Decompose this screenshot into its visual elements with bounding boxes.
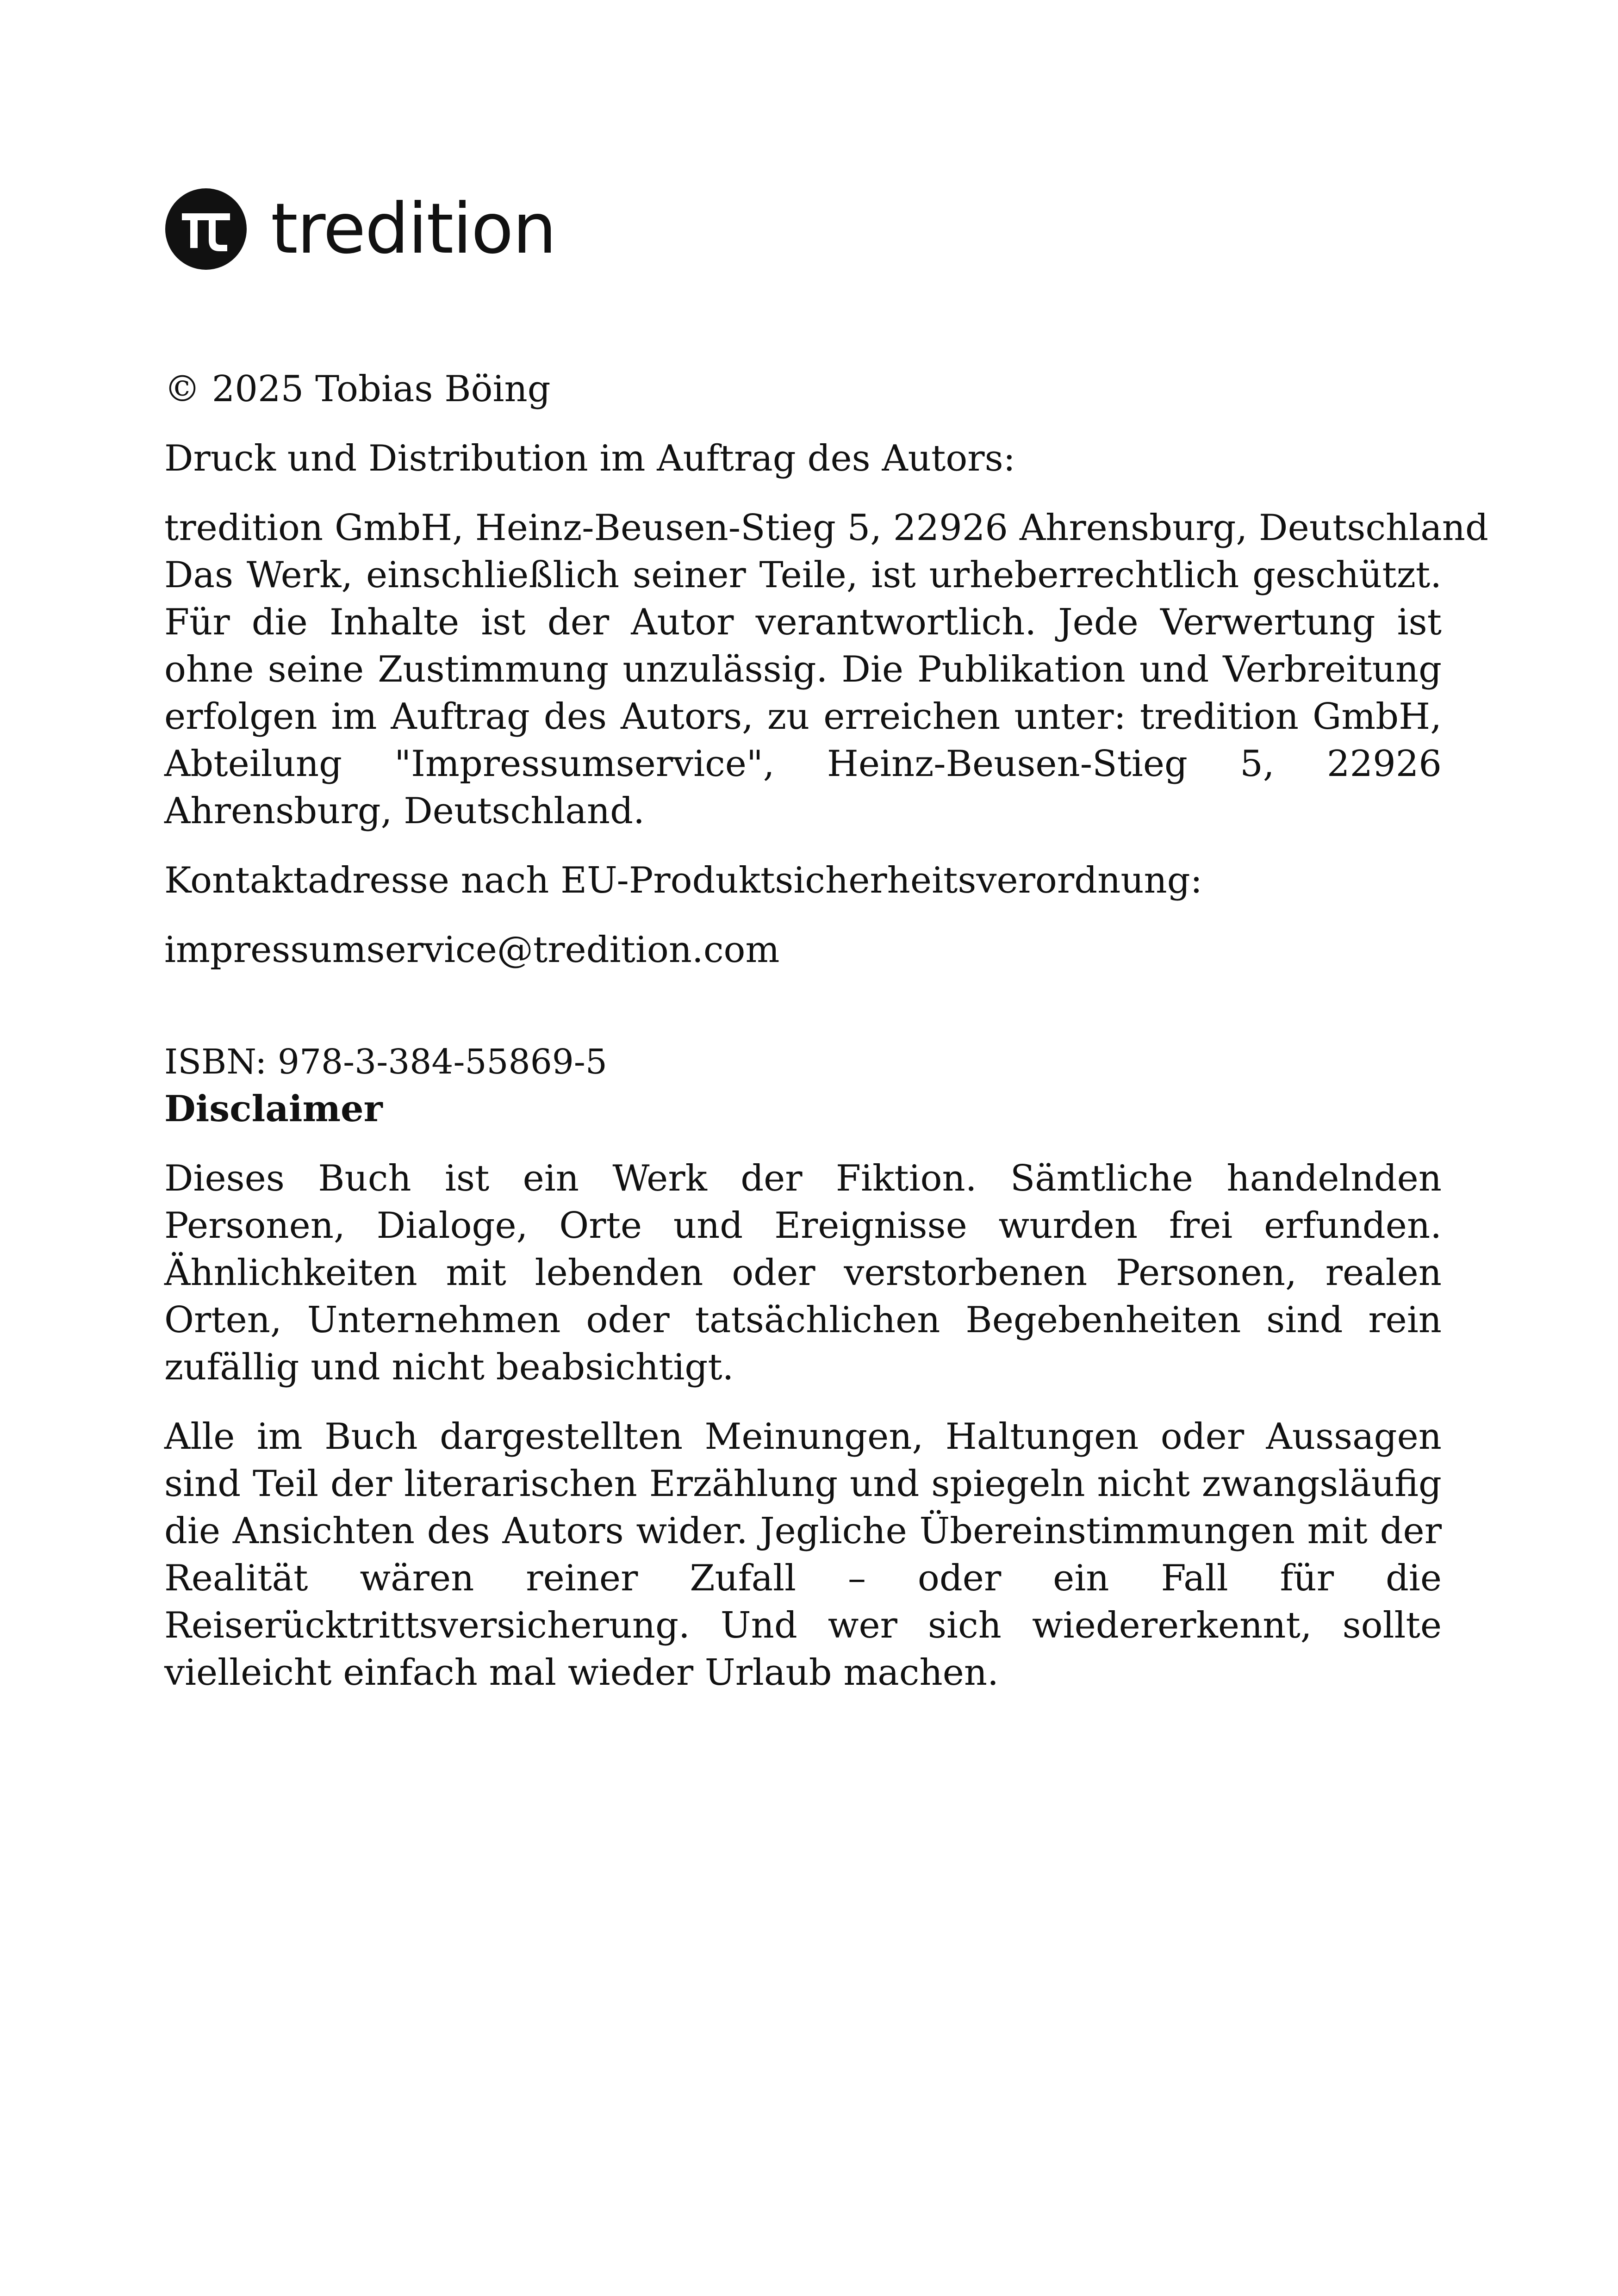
logo-wordmark: tredition xyxy=(271,189,556,269)
tredition-logo-icon xyxy=(164,187,248,271)
disclaimer-paragraph-2: Alle im Buch dargestellten Meinungen, Haltungen oder Aussagen sind Teil der literarischen Erzählung und spiegeln nicht zwangsläufig die Ansichten des Autors wider. Jegliche Übereinstimmungen mit der Realität wären reiner Zufall – oder ein Fall für die Reiserücktrittsversicherung. Und wer sich wiedererkennt, sollte vielleicht einfach mal wieder Urlaub machen. xyxy=(164,1416,1442,1694)
rights-paragraph: Das Werk, einschließlich seiner Teile, ist urheberrechtlich geschützt. Für die Inhalte ist der Autor verantwortlich. Jede Verwertung ist ohne seine Zustimmung unzulässig. Die Publikation und Verbreitung erfolgen im Auftrag des Autors, zu erreichen unter: tredition GmbH, Abteilung "Impressumservice", Heinz-Beusen-Stieg 5, 22926 Ahrensburg, Deutschland. xyxy=(164,554,1442,832)
print-line: Druck und Distribution im Auftrag des Autors: xyxy=(164,438,1015,479)
contact-label: Kontaktadresse nach EU-Produktsicherheitsverordnung: xyxy=(164,860,1202,901)
disclaimer-heading: Disclaimer xyxy=(164,1088,383,1130)
disclaimer-paragraph-1: Dieses Buch ist ein Werk der Fiktion. Sämtliche handelnden Personen, Dialoge, Orte und Ereignisse wurden frei erfunden. Ähnlichkeiten mit lebenden oder verstorbenen Personen, realen Orten, Unternehmen oder tatsächlichen Begebenheiten sind rein zufällig und nicht beabsichtigt. xyxy=(164,1158,1442,1388)
isbn: ISBN: 978-3-384-55869-5 xyxy=(164,1042,607,1082)
publisher-address: tredition GmbH, Heinz-Beusen-Stieg 5, 22926 Ahrensburg, Deutschland xyxy=(164,507,1488,549)
publisher-logo xyxy=(164,187,556,271)
contact-email: impressumservice@tredition.com xyxy=(164,929,780,971)
imprint-content xyxy=(164,366,1488,1696)
copyright-line: © 2025 Tobias Böing xyxy=(164,368,551,410)
